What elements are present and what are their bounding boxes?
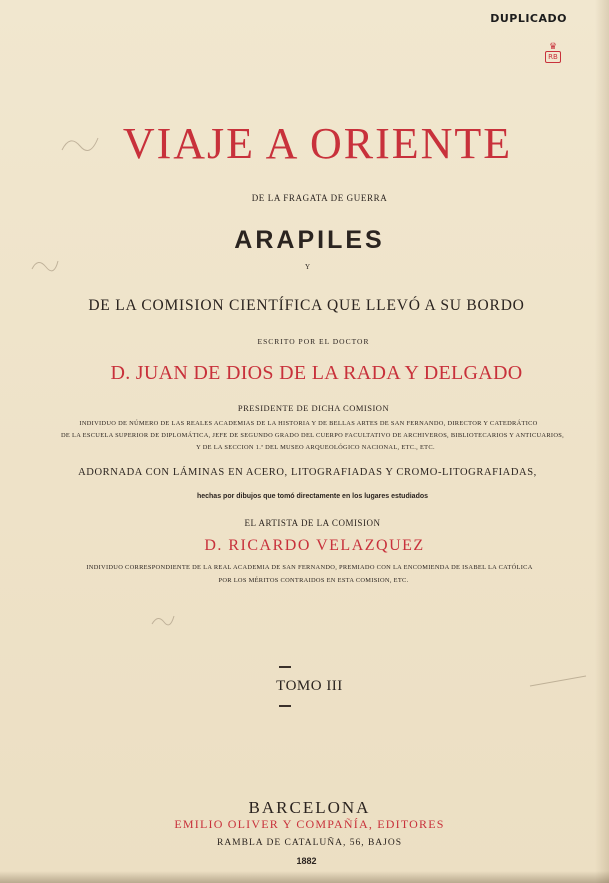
book-title: VIAJE A ORIENTE <box>122 119 513 168</box>
author-role: PRESIDENTE DE DICHA COMISION <box>237 403 390 413</box>
publication-year: 1882 <box>296 856 317 866</box>
publisher-address: RAMBLA DE CATALUÑA, 56, BAJOS <box>216 838 402 848</box>
author-credentials-line: DE LA ESCUELA SUPERIOR DE DIPLOMÁTICA, JEFE DE SEGUNDO GRADO DEL CUERPO FACULTATIVO DE ARCHIVEROS, BIBLIOTECARIOS Y ANTICUARIOS, <box>61 432 564 439</box>
written-by: ESCRITO POR EL DOCTOR <box>257 337 370 346</box>
drawings-line: hechas por dibujos que tomó directamente en los lugares estudiados <box>196 493 429 500</box>
author-credentials-line: Y DE LA SECCION 1.ª DEL MUSEO ARQUEOLÓGICO NACIONAL, ETC., ETC. <box>196 444 435 451</box>
artist-intro: EL ARTISTA DE LA COMISION <box>244 518 381 528</box>
duplicate-label: DUPLICADO <box>490 12 567 25</box>
author-credentials-line: INDIVIDUO DE NÚMERO DE LAS REALES ACADEMIAS DE LA HISTORIA Y DE BELLAS ARTES DE SAN FERNANDO, DIRECTOR Y CATEDRÁTICO <box>79 420 538 427</box>
seal-letters: RB <box>545 51 561 63</box>
crown-icon: ♛ <box>548 41 558 51</box>
illustrations-line: ADORNADA CON LÁMINAS EN ACERO, LITOGRAFIADAS Y CROMO-LITOGRAFIADAS, <box>78 467 537 478</box>
page-bottom-edge <box>0 871 609 883</box>
ship-name: ARAPILES <box>234 226 385 254</box>
publisher-name: EMILIO OLIVER Y COMPAÑÍA, EDITORES <box>174 817 445 831</box>
publication-city: BARCELONA <box>248 798 371 817</box>
author-name: D. JUAN DE DIOS DE LA RADA Y DELGADO <box>110 362 523 384</box>
artist-name: D. RICARDO VELAZQUEZ <box>204 537 425 554</box>
commission-line: DE LA COMISION CIENTÍFICA QUE LLEVÓ A SU BORDO <box>88 297 525 314</box>
artist-credentials-line: POR LOS MÉRITOS CONTRAIDOS EN ESTA COMISION, ETC. <box>218 577 409 584</box>
volume-rule-top <box>279 666 291 668</box>
volume-number: TOMO III <box>276 678 343 694</box>
conjunction: Y <box>304 263 311 271</box>
library-seal-stamp <box>545 42 561 64</box>
pencil-mark <box>150 612 176 630</box>
volume-rule-bottom <box>279 705 291 707</box>
book-subtitle: DE LA FRAGATA DE GUERRA <box>251 193 388 203</box>
artist-credentials-line: INDIVIDUO CORRESPONDIENTE DE LA REAL ACADEMIA DE SAN FERNANDO, PREMIADO CON LA ENCOMIENDA DE ISABEL LA CATÓLICA <box>86 564 533 571</box>
